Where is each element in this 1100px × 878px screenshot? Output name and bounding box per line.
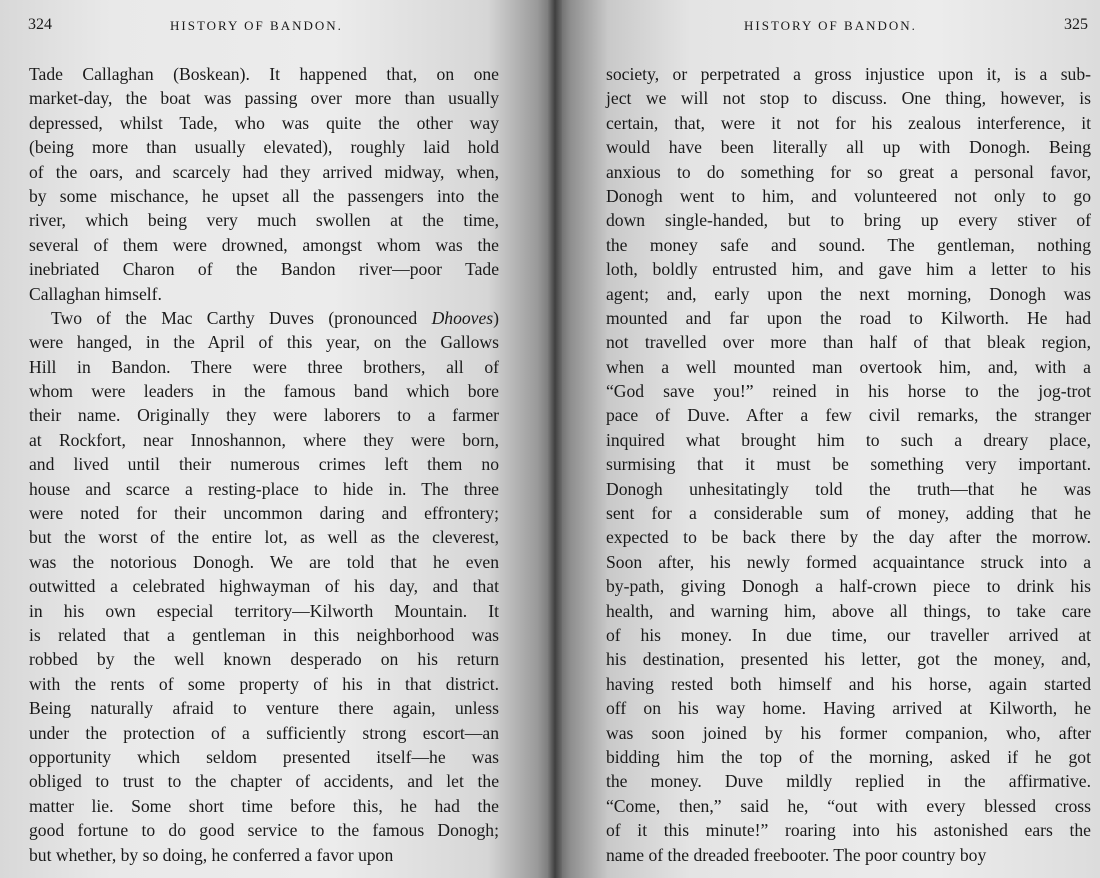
text-line: at Rockfort, near Innoshannon, where they were born, [29,429,499,450]
text-line: river, which being very much swollen at the time, [29,210,499,231]
text-line: not travelled over more than half of that bleak region, [606,332,1091,353]
text-line: agent; and, early upon the next morning, Donogh was [606,283,1091,304]
text-line: their name. Originally they were laborers to a farmer [29,405,499,426]
text-line: matter lie. Some short time before this, he had the [29,795,499,816]
text-line: “Come, then,” said he, “out with every blessed cross [606,795,1091,816]
text-line: expected to be back there by the day after the morrow. [606,527,1091,548]
text-line: Donogh went to him, and volunteered not only to go [606,185,1091,206]
text-line: ject we will not stop to discuss. One thing, however, is [606,88,1091,109]
body-text [606,62,1091,867]
text-line: and lived until their numerous crimes left them no [29,454,499,475]
text-line: bidding him the top of the morning, asked if he got [606,746,1091,767]
text-line: house and scarce a resting-place to hide in. The three [29,478,499,499]
text-line: market-day, the boat was passing over more than usually [29,88,499,109]
text-line: by-path, giving Donogh a half-crown piece to drink his [606,576,1091,597]
text-line: loth, boldly entrusted him, and gave him a letter to his [606,259,1091,280]
text-line: sent for a considerable sum of money, adding that he [606,503,1091,524]
text-line: Tade Callaghan (Boskean). It happened that, on one [29,64,499,84]
running-head: HISTORY OF BANDON. [170,18,343,33]
text-line: opportunity which seldom presented itself—he was [29,746,499,767]
text-line: the money. Duve mildly replied in the affirmative. [606,771,1091,792]
text-line: several of them were drowned, amongst whom was the [29,234,499,255]
text-line: inquired what brought him to such a dreary place, [606,429,1091,450]
text-line: was soon joined by his former companion, who, after [606,722,1091,743]
text-line: is related that a gentleman in this neighborhood was [29,624,499,645]
page-number: 324 [28,16,52,33]
text-line: name of the dreaded freebooter. The poor country boy [606,844,987,865]
text-line: were hanged, in the April of this year, on the Gallows [29,332,499,353]
text-line: but whether, by so doing, he conferred a favor upon [29,844,394,865]
text-line: (being more than usually elevated), roughly laid hold [29,137,499,158]
text-line: having rested both himself and his horse, again started [606,673,1091,694]
text-line: inebriated Charon of the Bandon river—poor Tade [29,259,499,280]
text-line: his destination, presented his letter, got the money, and, [606,649,1091,670]
text-line: of the oars, and scarcely had they arrived midway, when, [29,161,499,182]
right-page [554,0,1100,878]
body-text [29,62,499,867]
text-line: were noted for their uncommon daring and effrontery; [29,503,499,524]
text-line: Donogh unhesitatingly told the truth—that he was [606,478,1091,499]
text-line: Being naturally afraid to venture there again, unless [29,698,499,719]
running-head: HISTORY OF BANDON. [744,18,917,33]
text-line: with the rents of some property of his in that district. [29,673,499,694]
text-line: Soon after, his newly formed acquaintance struck into a [606,551,1091,572]
page-number: 325 [1064,16,1088,33]
book-gutter [548,0,562,878]
text-line: anxious to do something for so great a personal favor, [606,161,1091,182]
text-line: under the protection of a sufficiently strong escort—an [29,722,499,743]
text-line: society, or perpetrated a gross injustice upon it, is a sub- [606,64,1091,84]
text-line: health, and warning him, above all things, to take care [606,600,1091,621]
text-line: of his money. In due time, our traveller arrived at [606,624,1091,645]
text-line: depressed, whilst Tade, who was quite the other way [29,112,499,133]
text-line: surmising that it must be something very important. [606,454,1091,475]
text-line: was the notorious Donogh. We are told that he even [29,551,499,572]
text-line: Hill in Bandon. There were three brothers, all of [29,356,499,377]
text-line: robbed by the well known desperado on his return [29,649,499,670]
text-line: off on his way home. Having arrived at Kilworth, he [606,698,1091,719]
text-line: whom were leaders in the famous band which bore [29,381,499,402]
text-line: certain, that, were it not for his zealous interference, it [606,112,1091,133]
text-line: by some mischance, he upset all the passengers into the [29,185,499,206]
text-line: obliged to trust to the chapter of accidents, and let the [29,771,499,792]
text-line: but the worst of the entire lot, as well as the cleverest, [29,527,499,548]
text-line: outwitted a celebrated highwayman of his day, and that [29,576,499,597]
text-line: down single-handed, but to bring up every stiver of [606,210,1091,231]
text-line: “God save you!” reined in his horse to the jog-trot [606,381,1091,402]
text-line: in his own especial territory—Kilworth Mountain. It [29,600,499,621]
text-line: of it this minute!” roaring into his astonished ears the [606,820,1091,841]
text-line: mounted and far upon the road to Kilworth. He had [606,307,1091,328]
text-line: the money safe and sound. The gentleman, nothing [606,234,1091,255]
text-line: good fortune to do good service to the famous Donogh; [29,820,499,841]
text-line: Two of the Mac Carthy Duves (pronounced Dhooves) [51,307,499,328]
text-line: Callaghan himself. [29,283,162,304]
text-line: would have been literally all up with Donogh. Being [606,137,1091,158]
text-line: when a well mounted man overtook him, and, with a [606,356,1091,377]
text-line: pace of Duve. After a few civil remarks, the stranger [606,405,1091,426]
